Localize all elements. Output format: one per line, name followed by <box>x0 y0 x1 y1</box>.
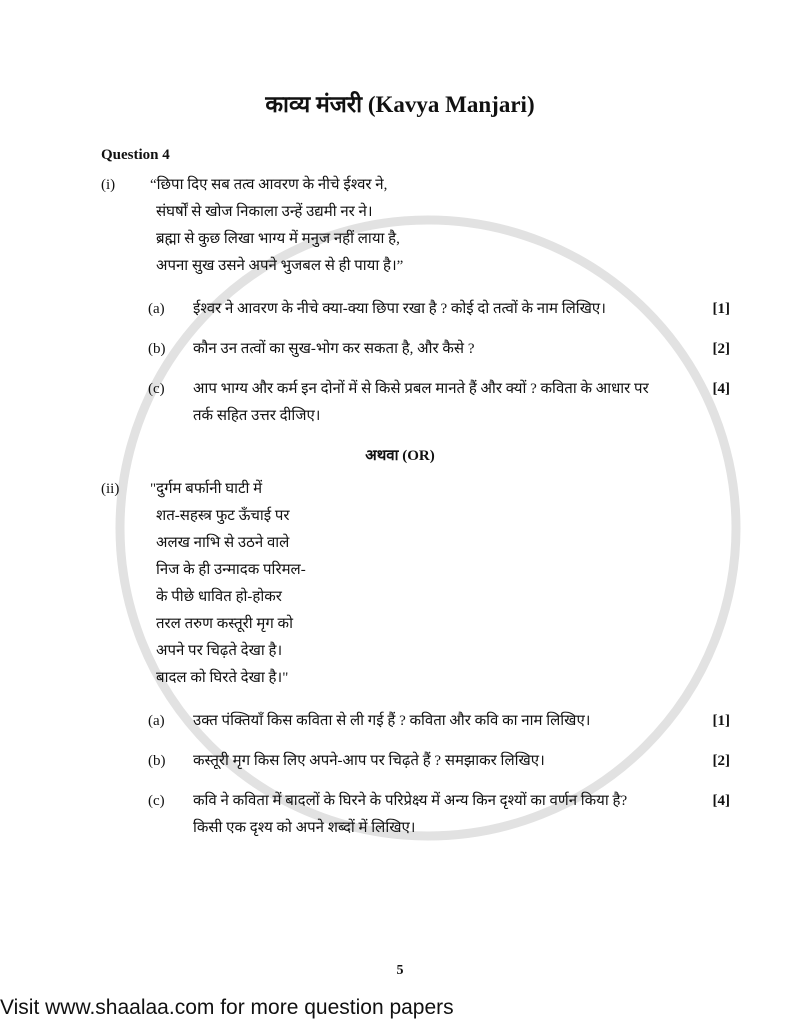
sub-question-row <box>148 296 730 323</box>
spacer <box>0 855 800 961</box>
sub-label: (b) <box>148 341 166 357</box>
page-number: 5 <box>396 963 404 978</box>
sub-question-cont: किसी एक दृश्य को अपने शब्दों में लिखिए। <box>193 820 416 836</box>
poem-line: ब्रह्मा से कुछ लिखा भाग्य में मनुज नहीं लाया है, <box>156 231 400 247</box>
page-title: काव्य मंजरी (Kavya Manjari) <box>265 92 535 117</box>
poem-line: निज के ही उन्मादक परिमल- <box>156 562 306 578</box>
marks: [1] <box>712 713 730 729</box>
sub-question-row <box>148 788 730 842</box>
part-1 <box>101 172 800 280</box>
poem-line: बादल को घिरते देखा है।" <box>156 670 289 686</box>
sub-question-row <box>148 708 730 735</box>
sub-label: (a) <box>148 713 165 729</box>
sub-question-text: आप भाग्य और कर्म इन दोनों में से किसे प्रबल मानते हैं और क्यों ? कविता के आधार पर <box>193 381 649 397</box>
sub-question-cont: तर्क सहित उत्तर दीजिए। <box>193 408 321 424</box>
poem-line: तरल तरुण कस्तूरी मृग को <box>156 616 293 632</box>
sub-question: ईश्वर ने आवरण के नीचे क्या-क्या छिपा रखा है ? कोई दो तत्वों के नाम लिखिए। <box>193 301 606 317</box>
poem-line: के पीछे धावित हो-होकर <box>156 589 282 605</box>
part-number: (i) <box>101 177 116 193</box>
marks: [4] <box>712 381 730 397</box>
sub-question-row <box>148 376 730 430</box>
sub-question <box>193 788 692 842</box>
sub-label: (c) <box>148 793 165 809</box>
sub-question-row <box>148 748 730 775</box>
poem-line: संघर्षों से खोज निकाला उन्हें उद्यमी नर ने। <box>156 204 373 220</box>
poem-line: "दुर्गम बर्फानी घाटी में <box>150 481 263 497</box>
marks: [4] <box>712 793 730 809</box>
sub-question <box>193 376 692 430</box>
sub-question: कस्तूरी मृग किस लिए अपने-आप पर चिढ़ते हैं ? समझाकर लिखिए। <box>193 753 545 769</box>
marks: [2] <box>712 753 730 769</box>
poem-line: अलख नाभि से उठने वाले <box>156 535 290 551</box>
sub-question: कौन उन तत्वों का सुख-भोग कर सकता है, और कैसे ? <box>193 341 475 357</box>
part-number: (ii) <box>101 481 120 497</box>
marks: [1] <box>712 301 730 317</box>
poem-line: “छिपा दिए सब तत्व आवरण के नीचे ईश्वर ने, <box>150 177 388 193</box>
poem-line: शत-सहस्त्र फुट ऊँचाई पर <box>156 508 290 524</box>
poem-line: अपना सुख उसने अपने भुजबल से ही पाया है।” <box>156 258 404 274</box>
marks: [2] <box>712 341 730 357</box>
sub-label: (c) <box>148 381 165 397</box>
sub-question-row <box>148 336 730 363</box>
question-heading: Question 4 <box>101 147 170 163</box>
or-separator: अथवा (OR) <box>365 448 435 464</box>
sub-label: (b) <box>148 753 166 769</box>
sub-questions-1 <box>148 296 730 430</box>
poem-line: अपने पर चिढ़ते देखा है। <box>156 643 283 659</box>
sub-question-text: कवि ने कविता में बादलों के घिरने के परिप्रेक्ष्य में अन्य किन दृश्यों का वर्णन किया है? <box>193 793 628 809</box>
sub-questions-2 <box>148 708 730 842</box>
sub-question: उक्त पंक्तियाँ किस कविता से ली गई हैं ? कविता और कवि का नाम लिखिए। <box>193 713 591 729</box>
sub-label: (a) <box>148 301 165 317</box>
poem <box>150 476 800 692</box>
footer-link[interactable]: Visit www.shaalaa.com for more question papers <box>0 996 454 1019</box>
part-2 <box>101 476 800 692</box>
poem <box>150 172 800 280</box>
